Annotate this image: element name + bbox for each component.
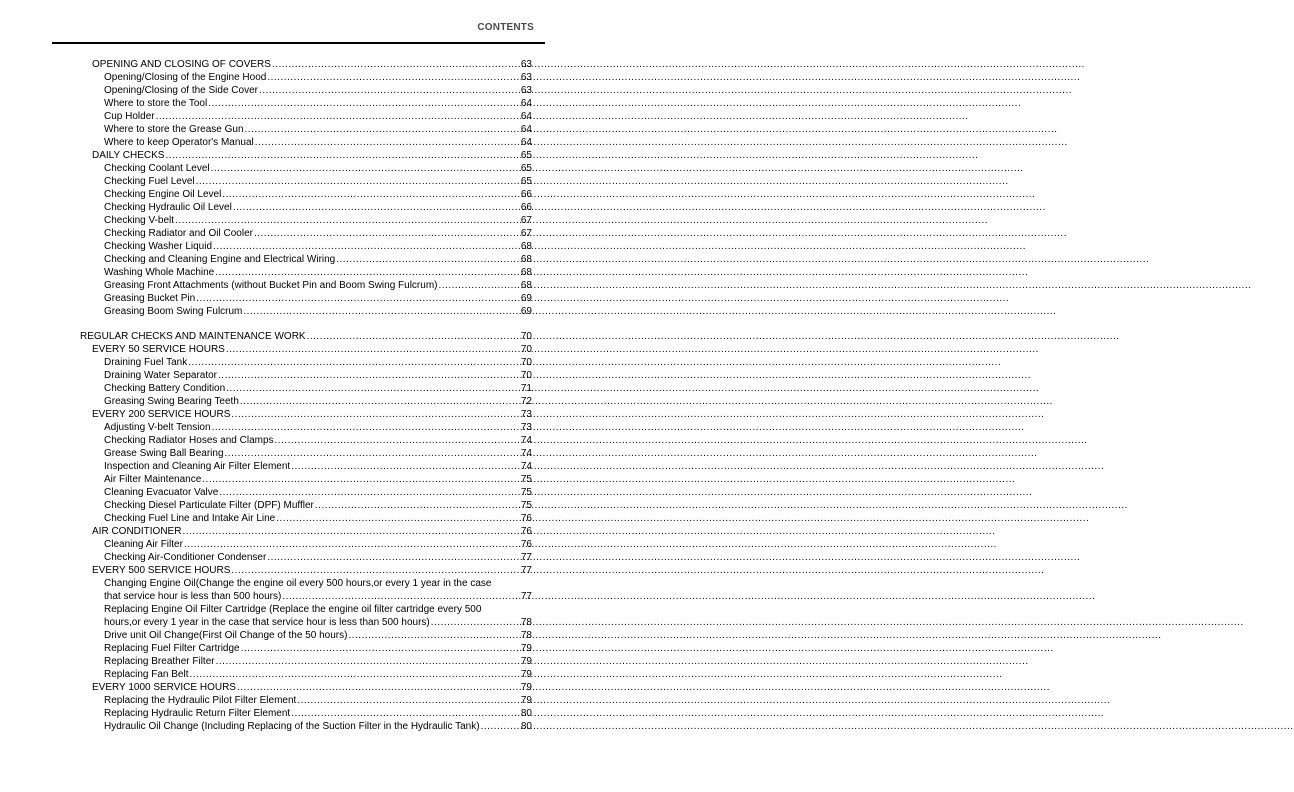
toc-page-number: 80: [520, 708, 532, 719]
toc-entry-title: EVERY 500 SERVICE HOURS: [92, 565, 231, 576]
toc-entry[interactable]: [0, 253, 612, 266]
dot-leader: [165, 149, 519, 162]
toc-page-number: 67: [520, 228, 532, 239]
toc-entry[interactable]: [0, 486, 612, 499]
toc-entry-title: Replacing Fuel Filter Cartridge: [104, 643, 240, 654]
toc-entry-title: Where to store the Grease Gun: [104, 124, 244, 135]
toc-entry-title: Inspection and Cleaning Air Filter Element: [104, 461, 291, 472]
dot-leader: [208, 97, 520, 110]
dot-leader: [291, 707, 520, 720]
toc-page-number: 72: [520, 396, 532, 407]
header-divider: [52, 42, 545, 44]
toc-entry-title: Draining Fuel Tank: [104, 357, 188, 368]
toc-page-number: 63: [520, 72, 532, 83]
toc-page-number: 68: [520, 267, 532, 278]
toc-entry[interactable]: [0, 421, 612, 434]
toc-entry[interactable]: [0, 720, 612, 733]
dot-leader: [225, 447, 520, 460]
toc-entry[interactable]: [0, 227, 612, 240]
toc-page-number: 73: [520, 422, 532, 433]
dot-leader: [243, 305, 519, 318]
toc-entry-title: Replacing Breather Filter: [104, 656, 215, 667]
toc-entry[interactable]: [0, 58, 612, 71]
toc-entry[interactable]: [0, 499, 612, 512]
toc-page-number: 69: [520, 306, 532, 317]
toc-entry[interactable]: [0, 681, 612, 694]
toc-page-number: 70: [520, 357, 532, 368]
toc-entry-title: Checking Radiator Hoses and Clamps: [104, 435, 274, 446]
toc-page-number: 74: [520, 461, 532, 472]
dot-leader: [254, 227, 520, 240]
toc-entry-title: Checking Fuel Level: [104, 176, 195, 187]
toc-entry[interactable]: [0, 97, 612, 110]
toc-entry[interactable]: [0, 279, 612, 292]
toc-entry[interactable]: [0, 642, 612, 655]
dot-leader: [241, 642, 520, 655]
toc-page-number: 73: [520, 409, 532, 420]
toc-entry[interactable]: [0, 707, 612, 720]
toc-page-number: 78: [520, 630, 532, 641]
toc-entry-title: Cleaning Air Filter: [104, 539, 183, 550]
toc-page-number: 70: [520, 344, 532, 355]
toc-entry[interactable]: [0, 175, 612, 188]
dot-leader: [211, 162, 520, 175]
toc-page-number: 79: [520, 695, 532, 706]
dot-leader: [291, 460, 520, 473]
toc-entry-title: Greasing Swing Bearing Teeth: [104, 396, 239, 407]
toc-entry-title: Where to store the Tool: [104, 98, 208, 109]
toc-entry[interactable]: [0, 408, 612, 421]
toc-page-number: 64: [520, 137, 532, 148]
toc-page-number: 75: [520, 474, 532, 485]
dot-leader: [245, 123, 520, 136]
toc-entry[interactable]: [0, 512, 612, 525]
toc-entry-title: Opening/Closing of the Engine Hood: [104, 72, 267, 83]
toc-entry[interactable]: [0, 356, 612, 369]
toc-entry[interactable]: [0, 201, 612, 214]
toc-entry[interactable]: [0, 136, 612, 149]
toc-entry-title: Replacing Fan Belt: [104, 669, 189, 680]
toc-entry-title: REGULAR CHECKS AND MAINTENANCE WORK: [80, 331, 306, 342]
dot-leader: [226, 382, 520, 395]
toc-entry-title-continued: hours,or every 1 year in the case that service hour is less than 500 hours): [104, 617, 430, 628]
toc-page-number: 78: [520, 617, 532, 628]
dot-leader: [182, 525, 519, 538]
dot-leader: [297, 694, 520, 707]
toc-entry[interactable]: [0, 447, 612, 460]
toc-entry-title: Checking Battery Condition: [104, 383, 226, 394]
toc-entry[interactable]: [0, 603, 612, 629]
toc-entry-title: Checking Coolant Level: [104, 163, 210, 174]
toc-page-number: 64: [520, 124, 532, 135]
toc-page-number: 64: [520, 111, 532, 122]
dot-leader: [481, 720, 520, 733]
toc-entry[interactable]: [0, 123, 612, 136]
toc-entry[interactable]: [0, 292, 612, 305]
toc-page-number: 77: [520, 565, 532, 576]
toc-entry-title: Adjusting V-belt Tension: [104, 422, 211, 433]
dot-leader: [307, 330, 520, 343]
toc-page-number: 68: [520, 254, 532, 265]
toc-page-number: 71: [520, 383, 532, 394]
toc-entry-title: Where to keep Operator's Manual: [104, 137, 254, 148]
dot-leader: [259, 84, 520, 97]
toc-entry-title: EVERY 1000 SERVICE HOURS: [92, 682, 236, 693]
toc-page-number: 67: [520, 215, 532, 226]
toc-entry[interactable]: [0, 551, 612, 564]
toc-page-number: 65: [520, 176, 532, 187]
toc-entry[interactable]: [0, 629, 612, 642]
toc-entry[interactable]: [0, 110, 612, 123]
dot-leader: [237, 681, 520, 694]
toc-entry-title: Grease Swing Ball Bearing: [104, 448, 224, 459]
toc-entry-title: OPENING AND CLOSING OF COVERS: [92, 59, 271, 70]
toc-entry[interactable]: [0, 655, 612, 668]
toc-entry-title: Checking V-belt: [104, 215, 175, 226]
toc-entry[interactable]: [0, 343, 612, 356]
toc-page-number: 64: [520, 98, 532, 109]
toc-entry[interactable]: [0, 460, 612, 473]
toc-page-number: 63: [520, 85, 532, 96]
dot-leader: [276, 512, 520, 525]
toc-entry[interactable]: [0, 149, 612, 162]
dot-leader: [272, 58, 520, 71]
toc-entry[interactable]: [0, 382, 612, 395]
toc-entry-title: Opening/Closing of the Side Cover: [104, 85, 258, 96]
toc-entry[interactable]: [0, 240, 612, 253]
toc-page-number: 74: [520, 448, 532, 459]
toc-entry[interactable]: [0, 84, 612, 97]
toc-entry[interactable]: [0, 305, 612, 318]
toc-entry-title: Checking Radiator and Oil Cooler: [104, 228, 253, 239]
toc-entry-title: Checking Fuel Line and Intake Air Line: [104, 513, 276, 524]
toc-page-number: 68: [520, 241, 532, 252]
dot-leader: [190, 668, 520, 681]
toc-entry-title: Cleaning Evacuator Valve: [104, 487, 219, 498]
page-header-title: CONTENTS: [477, 22, 534, 33]
toc-entry-title: Changing Engine Oil(Change the engine oil every 500 hours,or every 1 year in the case: [104, 578, 492, 589]
toc-entry[interactable]: [0, 564, 612, 577]
toc-entry[interactable]: [0, 188, 612, 201]
toc-page-number: 80: [520, 721, 532, 732]
toc-entry[interactable]: [0, 266, 612, 279]
toc-entry[interactable]: [0, 369, 612, 382]
toc-page-number: 66: [520, 202, 532, 213]
dot-leader: [226, 343, 520, 356]
toc-page-number: 69: [520, 293, 532, 304]
toc-page-number: 65: [520, 150, 532, 161]
toc-entry-title: Drive unit Oil Change(First Oil Change of the 50 hours): [104, 630, 348, 641]
toc-entry-title: Greasing Bucket Pin: [104, 293, 196, 304]
dot-leader: [212, 421, 520, 434]
dot-leader: [240, 395, 520, 408]
toc-page-number: 63: [520, 59, 532, 70]
toc-page-number: 79: [520, 656, 532, 667]
toc-entry-title: Replacing the Hydraulic Pilot Filter Element: [104, 695, 297, 706]
toc-entry-title: Checking Hydraulic Oil Level: [104, 202, 232, 213]
toc-entry[interactable]: [0, 434, 612, 447]
toc-entry-title: Checking Diesel Particulate Filter (DPF) Muffler: [104, 500, 314, 511]
dot-leader: [219, 486, 520, 499]
toc-entry-title: Hydraulic Oil Change (Including Replacing of the Suction Filter in the Hydraulic Tank): [104, 721, 480, 732]
dot-leader: [233, 201, 520, 214]
toc-page-number: 79: [520, 669, 532, 680]
toc-page-number: 74: [520, 435, 532, 446]
toc-entry[interactable]: [0, 214, 612, 227]
toc-entry[interactable]: [0, 577, 612, 603]
toc-page-number: 70: [520, 331, 532, 342]
dot-leader: [218, 369, 520, 382]
toc-page-number: 66: [520, 189, 532, 200]
dot-leader: [175, 214, 520, 227]
toc-entry[interactable]: [0, 525, 612, 538]
toc-entry-title: Greasing Boom Swing Fulcrum: [104, 306, 243, 317]
dot-leader: [267, 551, 520, 564]
toc-entry[interactable]: [0, 395, 612, 408]
toc-entry-title: DAILY CHECKS: [92, 150, 165, 161]
toc-entry-title: AIR CONDITIONER: [92, 526, 182, 537]
toc-entry-title: Greasing Front Attachments (without Bucket Pin and Boom Swing Fulcrum): [104, 280, 438, 291]
dot-leader: [196, 175, 520, 188]
toc-entry[interactable]: [0, 71, 612, 84]
toc-entry-title-continued: that service hour is less than 500 hours): [104, 591, 282, 602]
toc-entry[interactable]: [0, 668, 612, 681]
dot-leader: [216, 655, 520, 668]
toc-page-number: 70: [520, 370, 532, 381]
toc-entry-title: Checking and Cleaning Engine and Electrical Wiring: [104, 254, 336, 265]
dot-leader: [348, 629, 519, 642]
toc-page-number: 65: [520, 163, 532, 174]
dot-leader: [202, 473, 520, 486]
toc-page-number: 76: [520, 539, 532, 550]
toc-entry-title: EVERY 50 SERVICE HOURS: [92, 344, 225, 355]
dot-leader: [438, 279, 519, 292]
toc-page-number: 76: [520, 513, 532, 524]
toc-page-number: 76: [520, 526, 532, 537]
dot-leader: [184, 538, 520, 551]
toc-page-number: 75: [520, 500, 532, 511]
toc-entry-title: Checking Engine Oil Level: [104, 189, 222, 200]
toc-entry-title: Checking Washer Liquid: [104, 241, 213, 252]
toc-page-number: 77: [520, 552, 532, 563]
toc-entry[interactable]: [0, 538, 612, 551]
toc-entry-title: Replacing Hydraulic Return Filter Element: [104, 708, 291, 719]
toc-page-number: 77: [520, 591, 532, 602]
toc-entry-title: Air Filter Maintenance: [104, 474, 202, 485]
toc-page-number: 79: [520, 682, 532, 693]
toc-page-number: 75: [520, 487, 532, 498]
toc-page-number: 68: [520, 280, 532, 291]
table-of-contents: [0, 58, 612, 733]
dot-leader: [282, 590, 520, 603]
dot-leader: [196, 292, 520, 305]
dot-leader: [213, 240, 520, 253]
toc-entry[interactable]: [0, 473, 612, 486]
dot-leader: [275, 434, 520, 447]
toc-entry-title: Washing Whole Machine: [104, 267, 215, 278]
toc-entry-title: EVERY 200 SERVICE HOURS: [92, 409, 231, 420]
dot-leader: [222, 188, 520, 201]
dot-leader: [431, 616, 520, 629]
toc-entry-title: Checking Air-Conditioner Condenser: [104, 552, 267, 563]
dot-leader: [188, 356, 520, 369]
toc-entry-title: Draining Water Separator: [104, 370, 218, 381]
toc-entry[interactable]: [0, 330, 612, 343]
dot-leader: [315, 499, 520, 512]
toc-entry-title: Replacing Engine Oil Filter Cartridge (Replace the engine oil filter cartridge every 500: [104, 604, 482, 615]
dot-leader: [336, 253, 520, 266]
toc-entry[interactable]: [0, 694, 612, 707]
dot-leader: [255, 136, 520, 149]
dot-leader: [215, 266, 520, 279]
dot-leader: [156, 110, 520, 123]
dot-leader: [267, 71, 520, 84]
toc-entry[interactable]: [0, 162, 612, 175]
dot-leader: [231, 408, 519, 421]
toc-entry-title: Cup Holder: [104, 111, 155, 122]
toc-page-number: 79: [520, 643, 532, 654]
dot-leader: [231, 564, 519, 577]
